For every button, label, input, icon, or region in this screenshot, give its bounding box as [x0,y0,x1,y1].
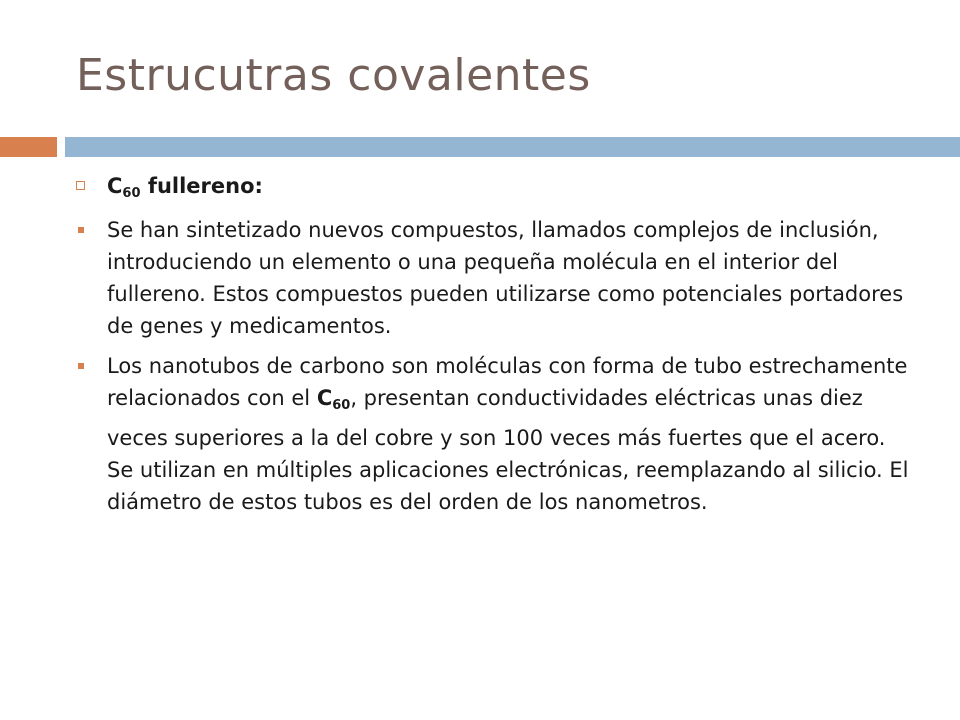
bullet-text-before: Los nanotubos de carbono son moléculas con forma de tubo estrechamente relacionados con el [107,354,908,410]
heading-subscript: 60 [122,186,141,201]
slide-content [76,170,916,526]
square-bullet-icon [78,227,84,233]
heading-prefix: C [107,174,123,198]
formula-subscript: 60 [332,398,351,413]
accent-bar-blue [65,137,960,157]
section-heading [76,170,916,210]
slide-title: Estrucutras covalentes [76,50,591,101]
accent-bar-orange [0,137,57,157]
bullet-text-after: , presentan conductividades eléctricas unas diez veces superiores a la del cobre y son 100 veces más fuertes que el acero. Se utilizan en múltiples aplicaciones electrónicas, reemplazando al silicio. El diámetro de estos tubos es del orden de los nanometros. [107,386,909,514]
square-bullet-icon [78,363,84,369]
heading-suffix: fullereno: [140,174,263,198]
bullet-item [76,214,916,342]
bullet-text: Se han sintetizado nuevos compuestos, llamados complejos de inclusión, introduciendo un elemento o una pequeña molécula en el interior del fullereno. Estos compuestos pueden utilizarse como potenciales portadores de genes y medicamentos. [107,218,904,338]
box-bullet-icon [76,181,85,190]
formula-symbol: C [316,386,333,410]
bullet-item [76,350,916,518]
